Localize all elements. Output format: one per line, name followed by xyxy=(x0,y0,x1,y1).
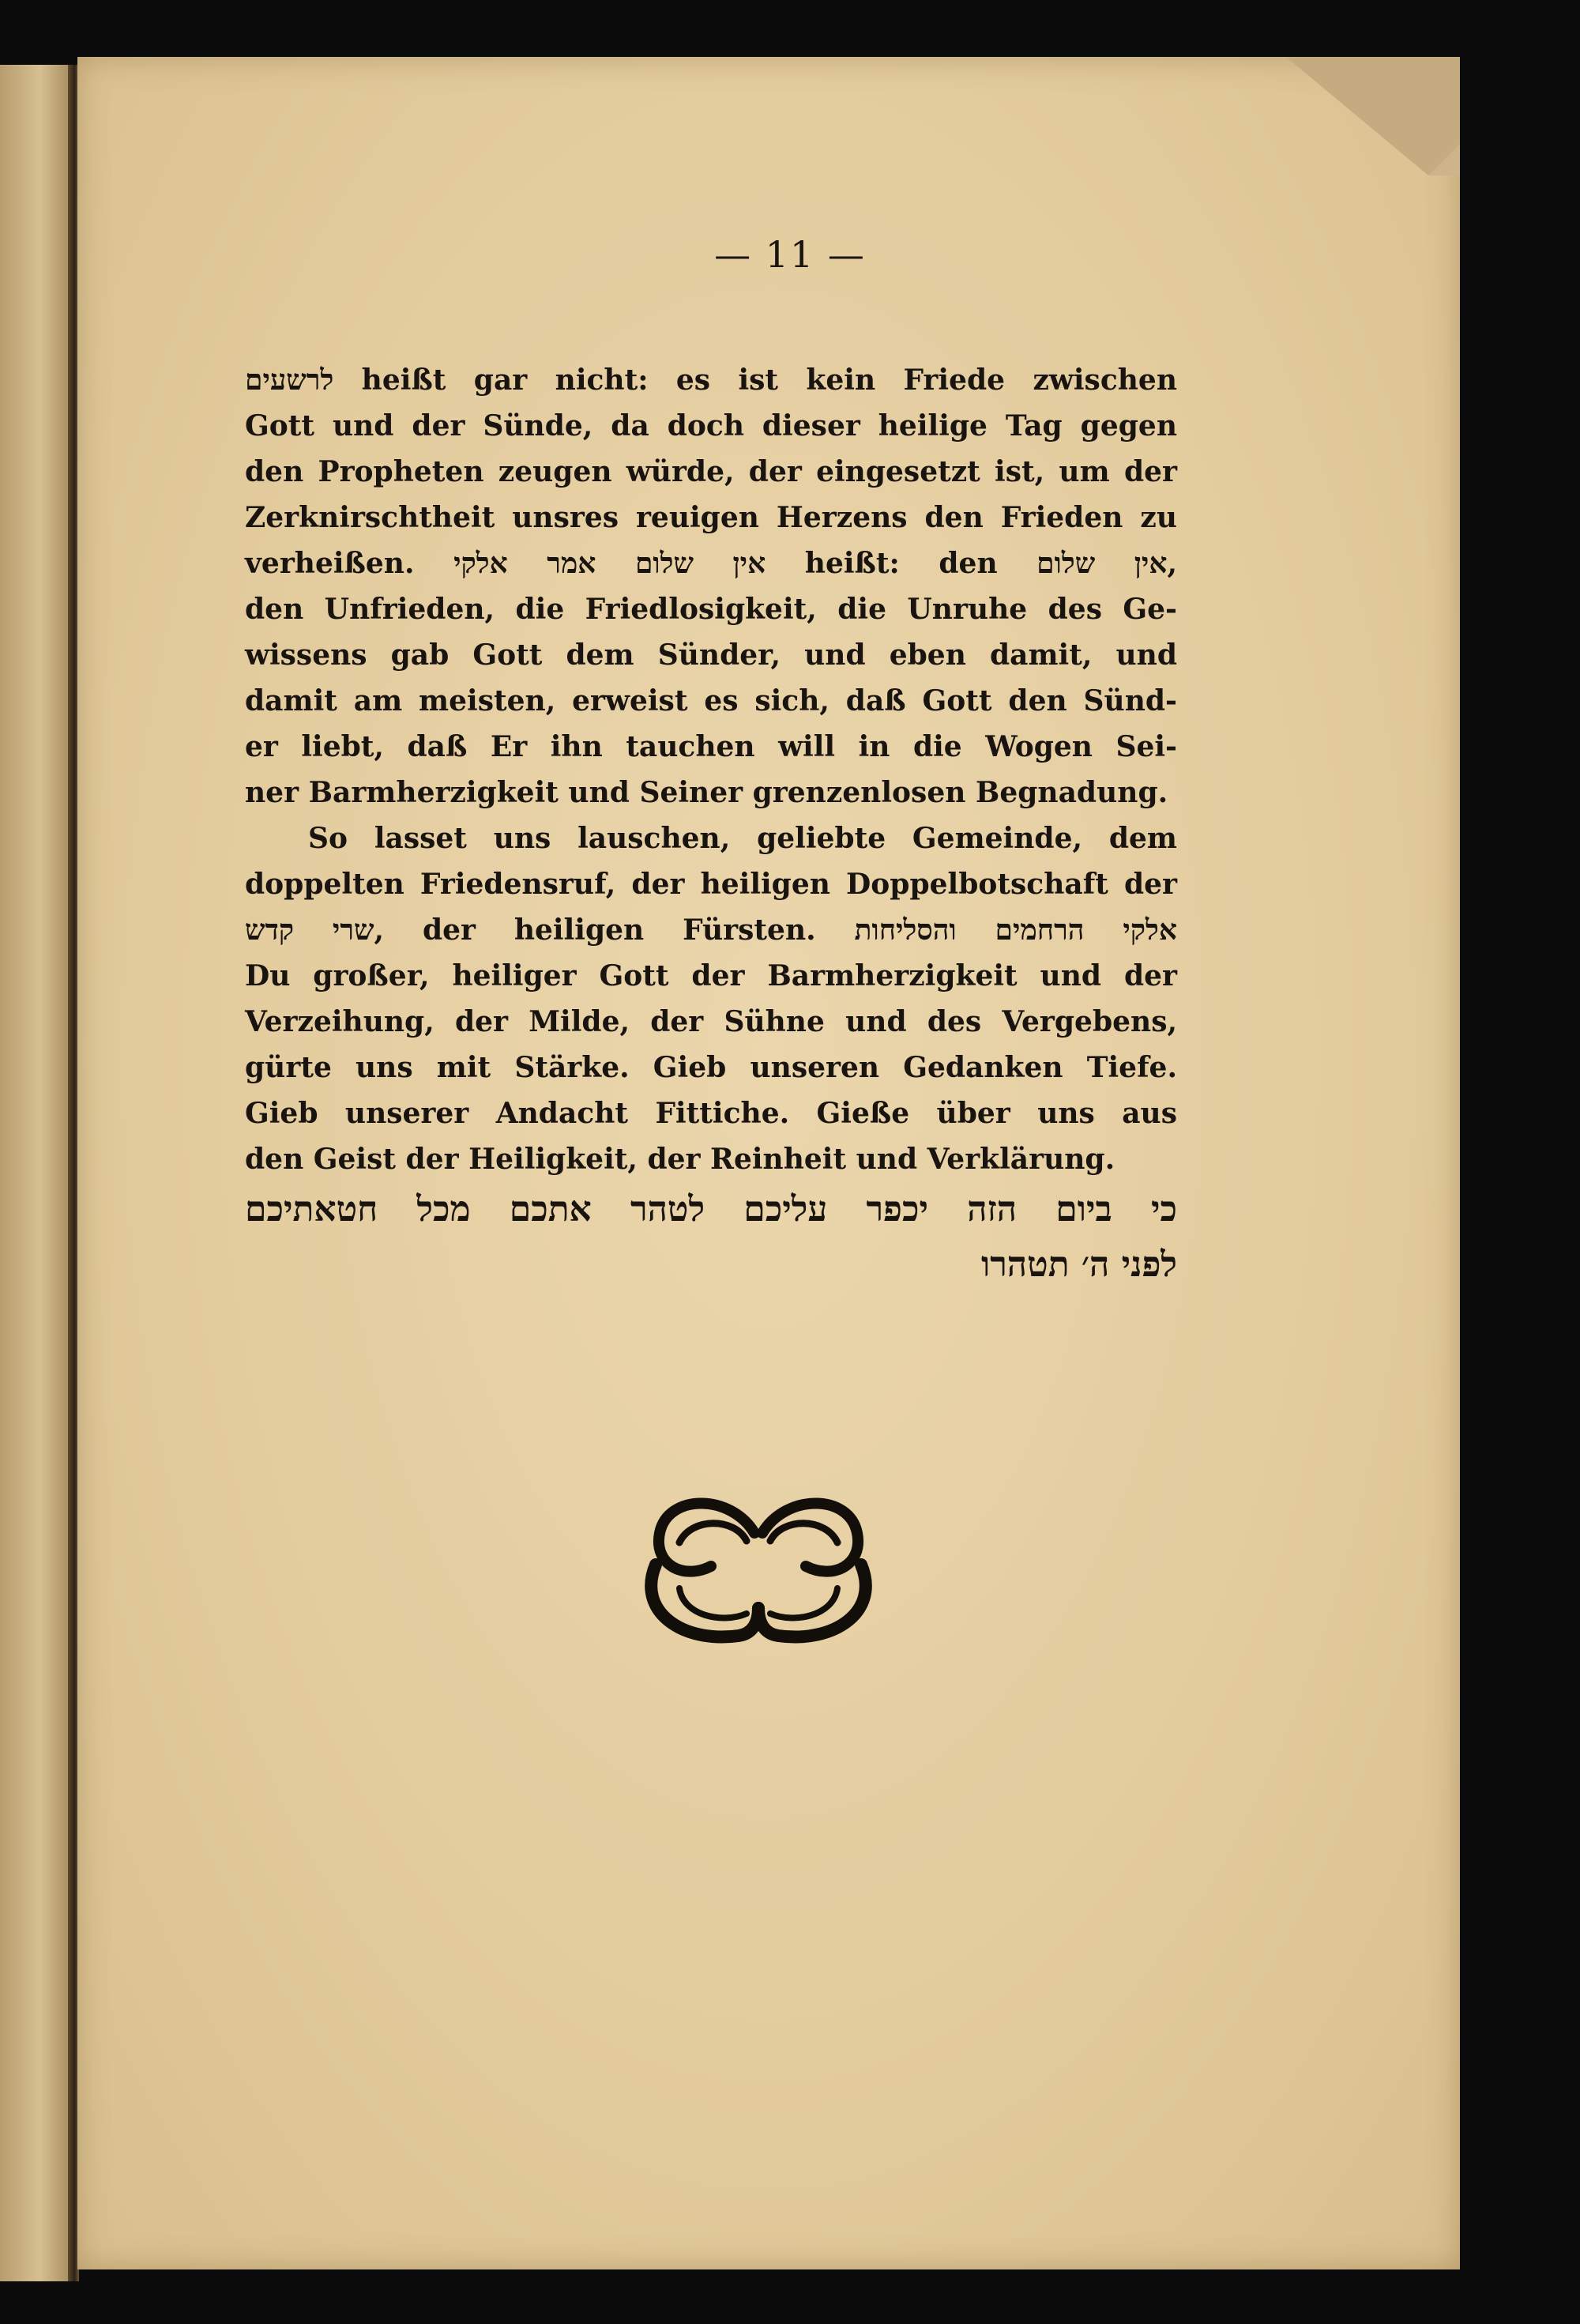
hebrew-verse-line: לפני ה׳ תטהרו xyxy=(980,1245,1177,1285)
hebrew-verse-line: כי ביום הזה יכפר עליכם לטהר אתכם מכל חטאתיכם xyxy=(245,1189,1177,1230)
text-line: den Propheten zeugen würde, der eingesetzt ist, um der xyxy=(245,455,1177,488)
text-line: er liebt, daß Er ihn tauchen will in die Wogen Sei- xyxy=(245,730,1177,763)
text-line: Gott und der Sünde, da doch dieser heilige Tag gegen xyxy=(245,409,1177,443)
text-line: לרשעים heißt gar nicht: es ist kein Friede zwischen xyxy=(245,363,1177,397)
text-line: den Unfrieden, die Friedlosigkeit, die Unruhe des Ge- xyxy=(245,593,1177,626)
text-line: den Geist der Heiligkeit, der Reinheit und Verklärung. xyxy=(245,1143,1115,1176)
text-line: damit am meisten, erweist es sich, daß Gott den Sünd- xyxy=(245,684,1177,718)
text-line: verheißen. אין שלום אמר אלקי heißt: den אין שלום, xyxy=(245,547,1177,580)
text-line: שרי קדש, der heiligen Fürsten. אלקי הרחמים והסליחות xyxy=(245,913,1178,947)
facing-page-edge xyxy=(0,65,73,2281)
text-line: Gieb unserer Andacht Fittiche. Gieße über uns aus xyxy=(245,1097,1177,1130)
decorative-vignette-icon xyxy=(636,1478,881,1652)
body-text xyxy=(245,357,1177,1293)
text-line: doppelten Friedensruf, der heiligen Doppelbotschaft der xyxy=(245,868,1177,901)
page-number: — 11 — xyxy=(714,233,866,276)
text-line: Verzeihung, der Milde, der Sühne und des Vergebens, xyxy=(245,1005,1177,1038)
text-line: wissens gab Gott dem Sünder, und eben damit, und xyxy=(245,638,1177,672)
text-line: Du großer, heiliger Gott der Barmherzigkeit und der xyxy=(245,959,1177,993)
folded-corner xyxy=(1270,57,1460,175)
text-line: gürte uns mit Stärke. Gieb unseren Gedanken Tiefe. xyxy=(245,1051,1177,1084)
text-line: Zerknirschtheit unsres reuigen Herzens den Frieden zu xyxy=(245,501,1177,534)
text-line: So lasset uns lauschen, geliebte Gemeinde, dem xyxy=(308,822,1177,855)
text-line: ner Barmherzigkeit und Seiner grenzenlosen Begnadung. xyxy=(245,776,1168,809)
